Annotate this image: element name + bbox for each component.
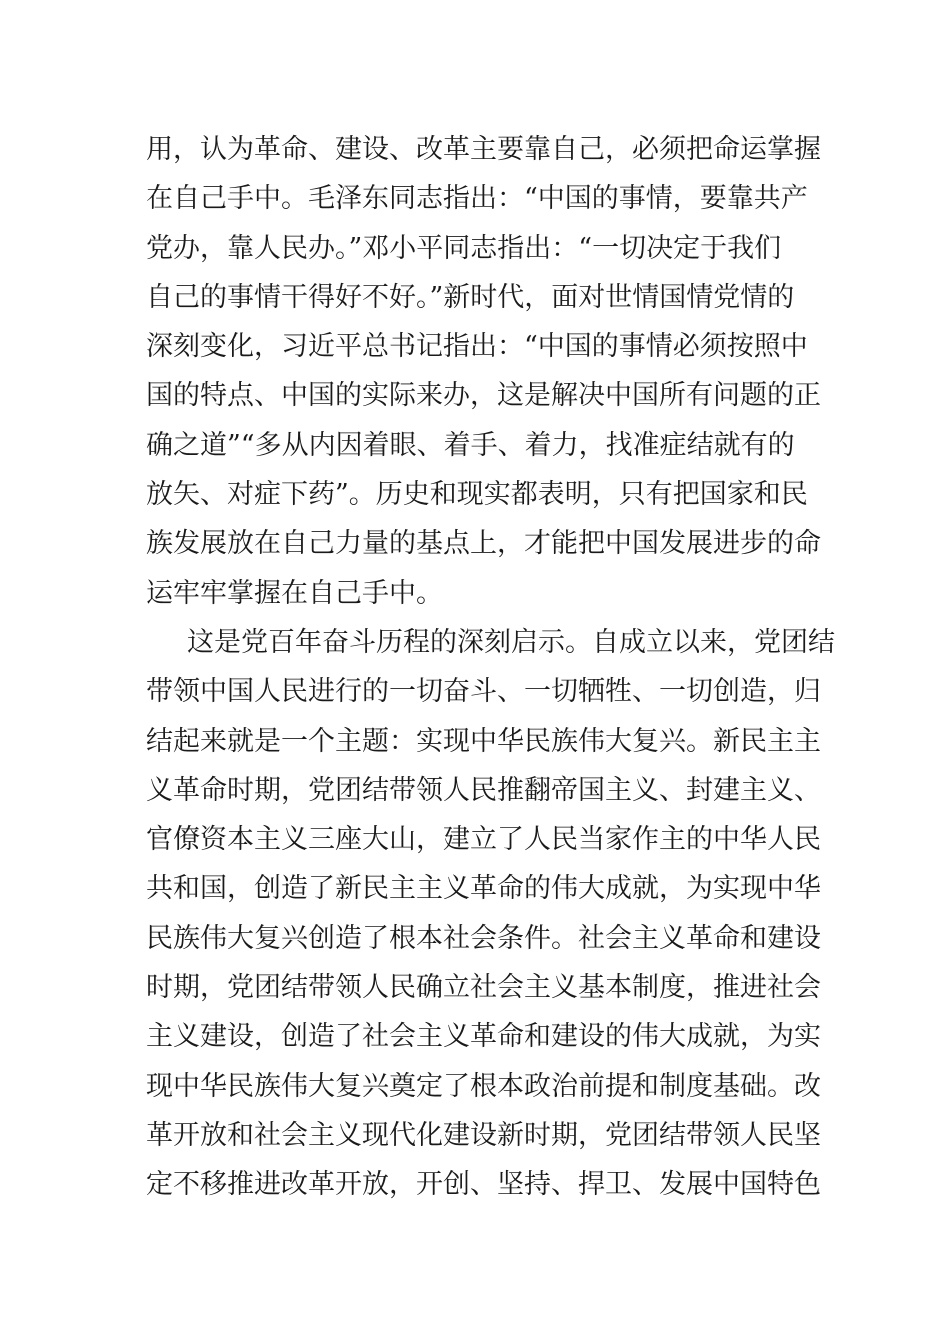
text-line: 现中华民族伟大复兴奠定了根本政治前提和制度基础。改 [146, 1070, 821, 1102]
text-line: 义革命时期，党团结带领人民推翻帝国主义、封建主义、 [146, 774, 821, 806]
text-line: 官僚资本主义三座大山，建立了人民当家作主的中华人民 [146, 824, 821, 856]
text-line: 国的特点、中国的实际来办，这是解决中国所有问题的正 [146, 380, 821, 412]
text-line: 结起来就是一个主题：实现中华民族伟大复兴。新民主主 [146, 725, 821, 757]
text-line: 主义建设，创造了社会主义革命和建设的伟大成就，为实 [146, 1021, 821, 1053]
text-line: 用，认为革命、建设、改革主要靠自己，必须把命运掌握 [146, 134, 821, 165]
text-line: 革开放和社会主义现代化建设新时期，党团结带领人民坚 [146, 1119, 821, 1151]
text-line: 定不移推进改革开放，开创、坚持、捍卫、发展中国特色 [146, 1169, 821, 1201]
paragraph-1 [146, 125, 821, 618]
paragraph-2 [146, 618, 835, 1210]
text-line: 放矢、对症下药”。历史和现实都表明，只有把国家和民 [146, 479, 808, 511]
text-line: 党办，靠人民办。”邓小平同志指出：“一切决定于我们 [146, 232, 782, 264]
text-line: 深刻变化，习近平总书记指出：“中国的事情必须按照中 [146, 331, 808, 363]
text-line: 民族伟大复兴创造了根本社会条件。社会主义革命和建设 [146, 922, 821, 954]
text-line: 在自己手中。毛泽东同志指出：“中国的事情，要靠共产 [146, 183, 808, 215]
text-line: 这是党百年奋斗历程的深刻启示。自成立以来，党团结 [187, 626, 835, 658]
text-line: 族发展放在自己力量的基点上，才能把中国发展进步的命 [146, 528, 821, 560]
text-line: 共和国，创造了新民主主义革命的伟大成就，为实现中华 [146, 873, 821, 905]
body-text [146, 125, 835, 1210]
text-line: 运牢牢掌握在自己手中。 [146, 577, 443, 609]
text-line: 带领中国人民进行的一切奋斗、一切牺牲、一切创造，归 [146, 676, 821, 708]
text-line: 确之道”“多从内因着眼、着手、着力，找准症结就有的 [146, 429, 795, 461]
text-line: 自己的事情干得好不好。”新时代，面对世情国情党情的 [146, 281, 795, 313]
text-line: 时期，党团结带领人民确立社会主义基本制度，推进社会 [146, 972, 821, 1004]
